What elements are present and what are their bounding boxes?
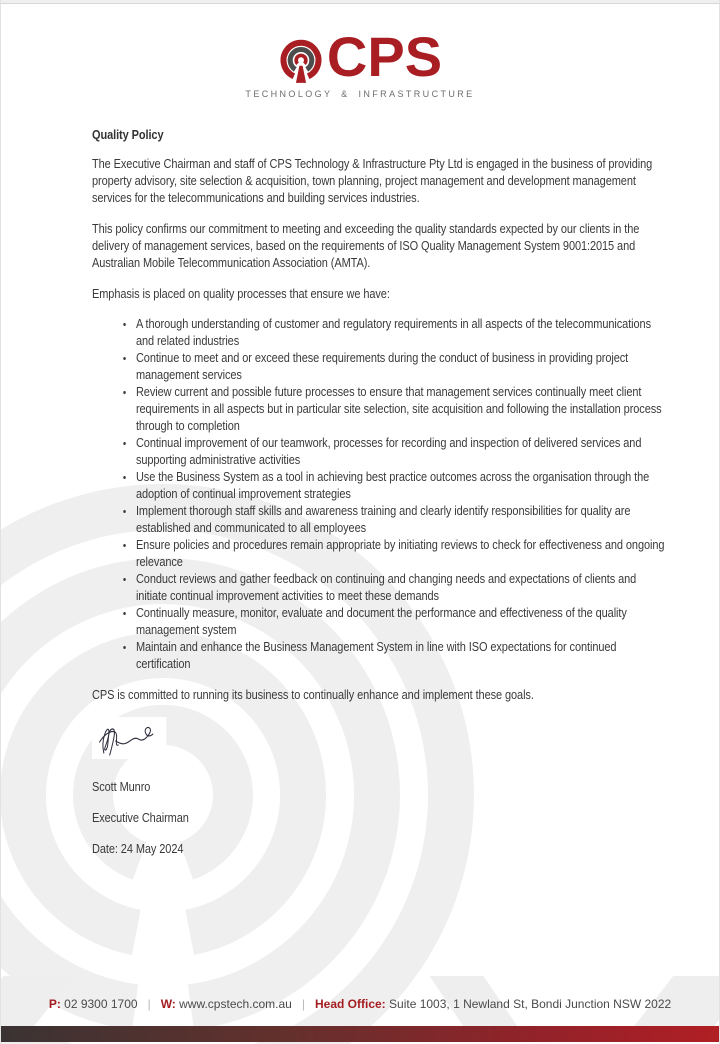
quality-points-list xyxy=(92,315,665,672)
handwritten-signature-scribble xyxy=(92,717,166,759)
footer-separator: | xyxy=(147,997,151,1011)
website: www.cpstech.com.au xyxy=(179,997,292,1011)
signature-image xyxy=(92,717,166,759)
page-top-edge xyxy=(1,0,719,4)
phone-number: 02 9300 1700 xyxy=(64,997,138,1011)
quality-point: • Review current and possible future processes to ensure that management services continually meet client requirements in all aspects but in particular site selection, site acquisition and following the installation process through to completion xyxy=(134,383,665,434)
brand-wordmark: CPS xyxy=(326,25,443,88)
letter-body xyxy=(92,126,665,871)
quality-point: • Use the Business System as a tool in achieving best practice outcomes across the organisation through the adoption of continual improvement strategies xyxy=(134,468,665,502)
footer-gradient-bar xyxy=(1,1026,719,1042)
signatory-name: Scott Munro xyxy=(92,779,151,794)
quality-point: • Conduct reviews and gather feedback on continuing and changing needs and expectations of clients and initiate continual improvement activities to meet these demands xyxy=(134,570,665,604)
web-label: W: xyxy=(160,997,176,1011)
signature-date: Date: 24 May 2024 xyxy=(92,841,184,856)
brand-tagline: TECHNOLOGY & INFRASTRUCTURE xyxy=(245,89,475,99)
emphasis-paragraph: Emphasis is placed on quality processes that ensure we have: xyxy=(92,286,390,301)
quality-point: • Continue to meet and or exceed these requirements during the conduct of business in providing project management services xyxy=(134,349,665,383)
office-address: Suite 1003, 1 Newland St, Bondi Junction NSW 2022 xyxy=(389,997,672,1011)
quality-point: • Implement thorough staff skills and awareness training and clearly identify responsibilities for quality are established and communicated to all employees xyxy=(134,502,665,536)
company-logo xyxy=(1,25,719,99)
phone-label: P: xyxy=(48,997,61,1011)
closing-paragraph: CPS is committed to running its business to continually enhance and implement these goals. xyxy=(92,687,534,702)
document-title: Quality Policy xyxy=(92,127,164,142)
quality-point: • Ensure policies and procedures remain appropriate by initiating reviews to check for effectiveness and ongoing relevance xyxy=(134,536,665,570)
quality-point: • Maintain and enhance the Business Management System in line with ISO expectations for continued certification xyxy=(134,638,665,672)
footer-separator: | xyxy=(301,997,305,1011)
logo-row xyxy=(1,25,719,88)
quality-point: • Continually measure, monitor, evaluate and document the performance and effectiveness of the quality management system xyxy=(134,604,665,638)
policy-paragraph: This policy confirms our commitment to meeting and exceeding the quality standards expected by our clients in the delivery of management services, based on the requirements of ISO Quality Management System 9001:2015 and Australian Mobile Telecommunication Association (AMTA). xyxy=(92,221,640,270)
intro-paragraph: The Executive Chairman and staff of CPS Technology & Infrastructure Pty Ltd is engaged in the business of providing property advisory, site selection & acquisition, town planning, project management and development management services for the telecommunications and building services industries. xyxy=(92,156,653,205)
quality-point: • Continual improvement of our teamwork, processes for recording and inspection of delivered services and supporting administrative activities xyxy=(134,434,665,468)
quality-point: • A thorough understanding of customer and regulatory requirements in all aspects of the telecommunications and related industries xyxy=(134,315,665,349)
signal-rings-icon xyxy=(278,35,324,92)
footer-contact-line xyxy=(1,997,719,1011)
signatory-role: Executive Chairman xyxy=(92,810,189,825)
office-label: Head Office: xyxy=(314,997,386,1011)
